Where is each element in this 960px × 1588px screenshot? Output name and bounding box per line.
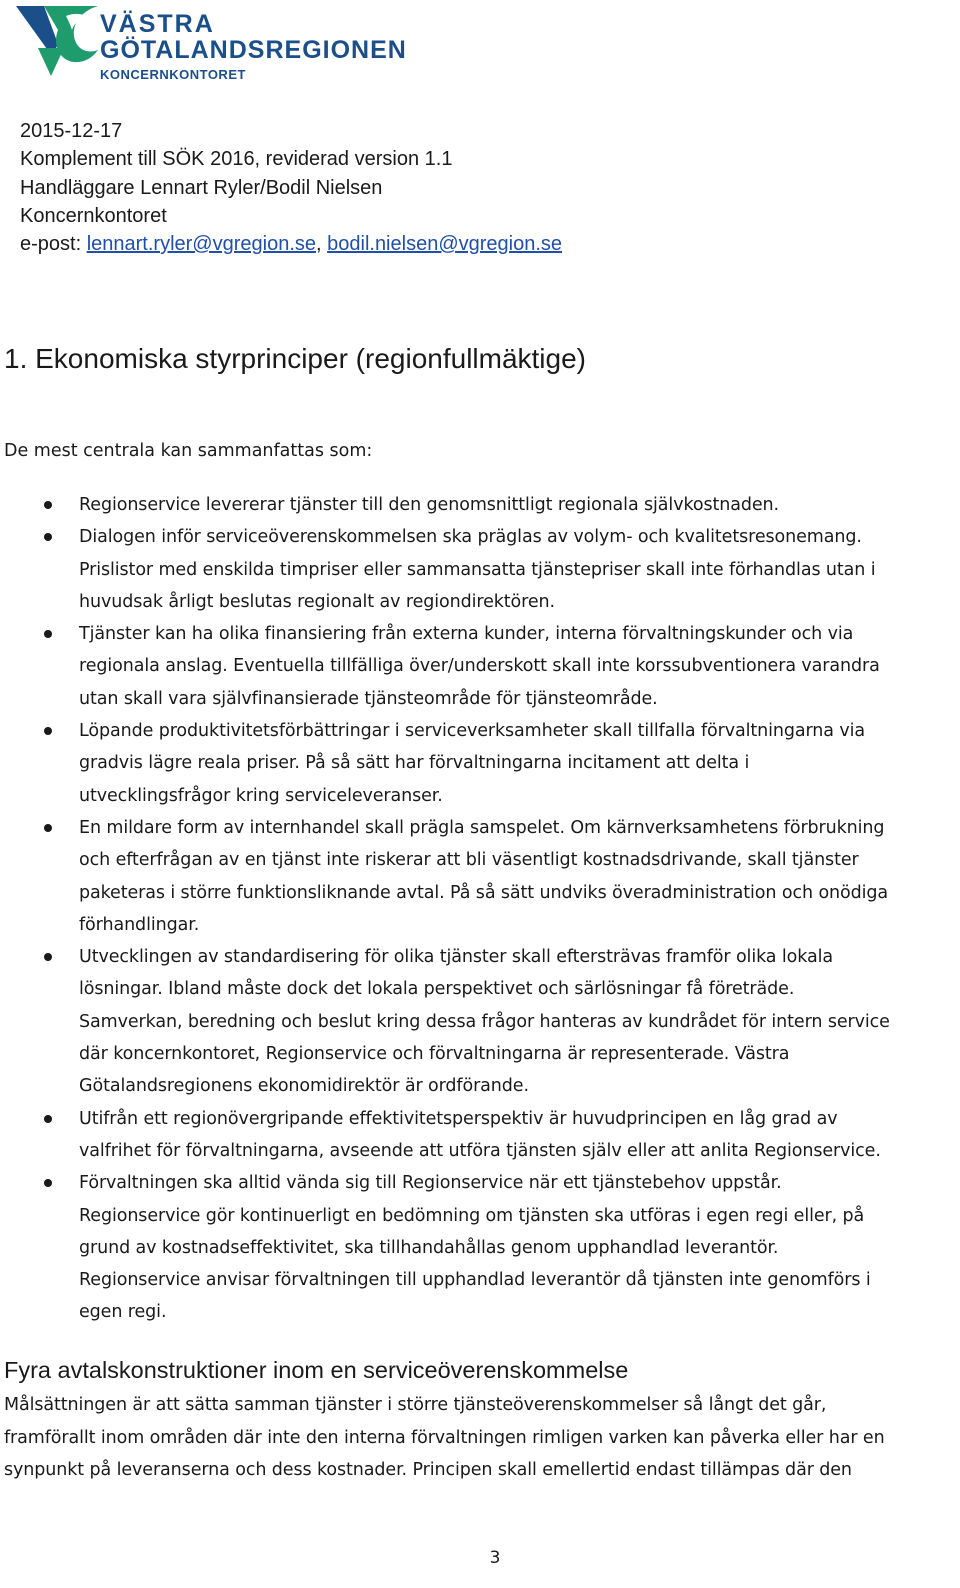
email-link-nielsen[interactable]: bodil.nielsen@vgregion.se xyxy=(327,233,563,256)
page-number: 3 xyxy=(489,1548,501,1568)
list-item-line: utvecklingsfrågor kring serviceleveranser. xyxy=(79,785,443,806)
email-line xyxy=(20,230,562,258)
list-item xyxy=(0,489,960,521)
list-item-line: Götalandsregionens ekonomidirektör är ordförande. xyxy=(79,1076,529,1097)
list-item xyxy=(0,1167,960,1328)
list-item xyxy=(0,1103,960,1168)
logo-line-gotalandsregionen: GÖTALANDSREGIONEN xyxy=(100,36,407,64)
list-item-line: Regionservice anvisar förvaltningen till upphandlad leverantör då tjänsten inte genomförs i xyxy=(79,1270,871,1291)
paragraph-line: synpunkt på leveranserna och dess kostnader. Principen skall emellertid endast tillämpas där den xyxy=(4,1460,852,1480)
list-item xyxy=(0,812,960,941)
list-item-line: grund av kostnadseffektivitet, ska tillhandahållas genom upphandlad leverantör. xyxy=(79,1237,779,1258)
list-item xyxy=(0,715,960,812)
list-item-line: Regionservice gör kontinuerligt en bedömning om tjänsten ska utföras i egen regi eller, på xyxy=(79,1205,865,1226)
list-item-line: och efterfrågan av en tjänst inte riskerar att bli väsentligt kostnadsdrivande, skall tjänster xyxy=(79,850,859,871)
document-handlers: Handläggare Lennart Ryler/Bodil Nielsen xyxy=(20,176,383,199)
body-paragraph xyxy=(4,1389,885,1487)
document-office: Koncernkontoret xyxy=(20,204,167,227)
list-item-line: valfrihet för förvaltningarna, avseende att utföra tjänsten själv eller att anlita Regionservice. xyxy=(79,1140,881,1161)
intro-paragraph: De mest centrala kan sammanfattas som: xyxy=(4,441,373,461)
list-item-line: förhandlingar. xyxy=(79,914,200,935)
list-item-line: En mildare form av internhandel skall prägla samspelet. Om kärnverksamhetens förbrukning xyxy=(79,817,885,838)
logo-line-vastra: VÄSTRA xyxy=(100,10,215,38)
list-item xyxy=(0,521,960,618)
list-item-line: Löpande produktivitetsförbättringar i serviceverksamheter skall tillfalla förvaltningarna via xyxy=(79,721,866,742)
list-item-line: Dialogen inför serviceöverenskommelsen ska präglas av volym- och kvalitetsresonemang. xyxy=(79,527,862,548)
paragraph-line: Målsättningen är att sätta samman tjänster i större tjänsteöverenskommelser så långt det går, xyxy=(4,1395,827,1415)
list-item-line: Utifrån ett regionövergripande effektivitetsperspektiv är huvudprincipen en låg grad av xyxy=(79,1108,838,1129)
email-separator: , xyxy=(316,233,328,256)
list-item-line: gradvis lägre reala priser. På så sätt har förvaltningarna incitament att delta i xyxy=(79,753,750,774)
list-item-line: där koncernkontoret, Regionservice och förvaltningarna är representerade. Västra xyxy=(79,1044,790,1065)
list-item-line: Regionservice levererar tjänster till den genomsnittligt regionala självkostnaden. xyxy=(79,495,779,515)
email-label: e-post: xyxy=(20,233,87,256)
principles-list xyxy=(0,489,960,1329)
logo-wordmark xyxy=(100,12,407,81)
document-date: 2015-12-17 xyxy=(20,120,123,142)
section-heading-1: 1. Ekonomiska styrprinciper (regionfullmäktige) xyxy=(4,343,586,374)
list-item-line: Samverkan, beredning och beslut kring dessa frågor hanteras av kundrådet för intern service xyxy=(79,1011,890,1032)
email-link-ryler[interactable]: lennart.ryler@vgregion.se xyxy=(86,233,316,256)
list-item-line: paketeras i större funktionsliknande avtal. På så sätt undviks överadministration och onödiga xyxy=(79,882,889,903)
logo-line-koncernkontoret: KONCERNKONTORET xyxy=(100,67,246,82)
document-header xyxy=(20,117,562,258)
section-heading-2: Fyra avtalskonstruktioner inom en serviceöverenskommelse xyxy=(4,1357,629,1383)
list-item-line: Tjänster kan ha olika finansiering från externa kunder, interna förvaltningskunder och via xyxy=(79,624,854,645)
list-item-line: Utvecklingen av standardisering för olika tjänster skall eftersträvas framför olika lokala xyxy=(79,947,833,968)
list-item-line: utan skall vara självfinansierade tjänsteområde för tjänsteområde. xyxy=(79,688,658,709)
list-item-line: egen regi. xyxy=(79,1302,167,1323)
list-item-line: Förvaltningen ska alltid vända sig till Regionservice när ett tjänstebehov uppstår. xyxy=(79,1173,782,1194)
list-item-line: Prislistor med enskilda timpriser eller sammansatta tjänstepriser skall inte förhandlas utan i xyxy=(79,559,876,580)
list-item-line: lösningar. Ibland måste dock det lokala perspektivet och särlösningar få företräde. xyxy=(79,979,795,1000)
vgr-emblem-icon xyxy=(14,4,100,80)
list-item xyxy=(0,618,960,715)
paragraph-line: framförallt inom områden där inte den interna förvaltningen rimligen varken kan påverka eller har en xyxy=(4,1427,885,1448)
list-item-line: huvudsak årligt beslutas regionalt av regiondirektören. xyxy=(79,591,555,612)
document-subject: Komplement till SÖK 2016, reviderad version 1.1 xyxy=(20,148,453,171)
organization-logo xyxy=(14,4,407,82)
list-item-line: regionala anslag. Eventuella tillfälliga över/underskott skall inte korssubventionera varandra xyxy=(79,656,880,677)
list-item xyxy=(0,941,960,1102)
